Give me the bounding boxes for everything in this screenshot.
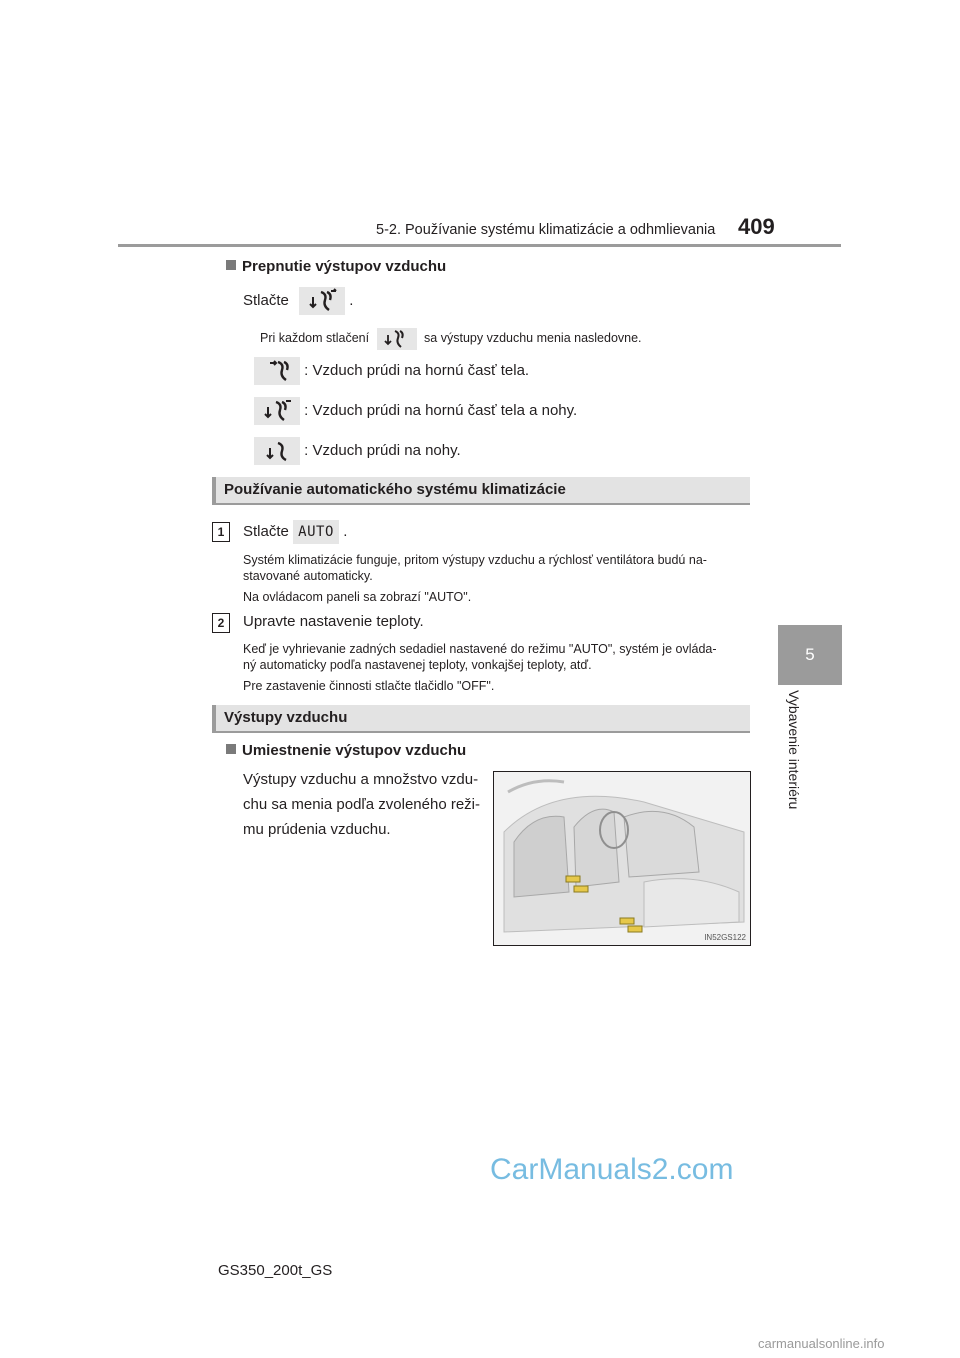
footer-model: GS350_200t_GS — [218, 1262, 333, 1279]
step1-note-line2: stavované automaticky. — [243, 569, 373, 583]
auto-button-label: AUTO — [293, 520, 339, 544]
mode-upper-body — [254, 356, 529, 386]
feet-airflow-icon — [254, 437, 300, 465]
car-interior-illustration — [493, 771, 751, 946]
section-title: 5-2. Používanie systému klimatizácie a odhmlievania — [376, 222, 716, 238]
outlets-text-line2: chu sa menia podľa zvoleného reži- — [243, 796, 481, 813]
press-prefix: Stlačte — [243, 292, 289, 309]
chapter-number: 5 — [805, 645, 815, 664]
outlets-text-line3: mu prúdenia vzduchu. — [243, 821, 391, 838]
figure-code: IN52GS122 — [704, 933, 746, 942]
mode-feet — [254, 436, 461, 466]
step1-instruction — [243, 519, 347, 545]
outlets-text-line1: Výstupy vzduchu a množstvo vzdu- — [243, 771, 479, 788]
step-number-1: 1 — [212, 522, 230, 542]
airflow-mode-button-icon — [299, 287, 345, 315]
press-suffix: . — [349, 292, 354, 309]
header-divider — [118, 244, 841, 247]
step2-note-line1: Keď je vyhrievanie zadných sedadiel nastavené do režimu "AUTO", systém je ovláda- — [243, 642, 717, 656]
heading-text: Umiestnenie výstupov vzduchu — [242, 742, 467, 759]
square-bullet-icon — [226, 744, 236, 754]
mode-text: : Vzduch prúdi na hornú časť tela. — [304, 362, 530, 379]
section-bar-text: Výstupy vzduchu — [224, 709, 348, 726]
note-prefix: Pri každom stlačení — [260, 331, 370, 345]
outlet-location-heading — [226, 742, 466, 759]
watermark-bottom: carmanualsonline.info — [758, 1336, 885, 1351]
step1-suffix: . — [343, 523, 348, 540]
watermark-top: CarManuals2.com — [490, 1153, 734, 1186]
step1-note-line1: Systém klimatizácie funguje, pritom výstupy vzduchu a rýchlosť ventilátora budú na- — [243, 553, 707, 567]
square-bullet-icon — [226, 260, 236, 270]
press-outlet-instruction — [243, 286, 353, 316]
mode-upper-body-and-feet — [254, 396, 577, 426]
section-bar-text: Používanie automatického systému klimatizácie — [224, 481, 566, 498]
step-number-2: 2 — [212, 613, 230, 633]
note-suffix: sa výstupy vzduchu menia nasledovne. — [424, 331, 642, 345]
upper-body-airflow-icon — [254, 357, 300, 385]
upper-body-and-feet-airflow-icon — [254, 397, 300, 425]
chapter-title-text: Vybavenie interiéru — [786, 690, 802, 810]
chapter-tab — [778, 625, 842, 685]
outlet-switch-note — [260, 326, 642, 350]
heading-text: Prepnutie výstupov vzduchu — [242, 258, 447, 275]
page-number: 409 — [738, 214, 775, 239]
mode-text: : Vzduch prúdi na hornú časť tela a nohy. — [304, 402, 578, 419]
step2-note-line2: ný automaticky podľa nastavenej teploty, vonkajšej teploty, atď. — [243, 658, 592, 672]
mode-text: : Vzduch prúdi na nohy. — [304, 442, 461, 459]
car-interior-drawing — [494, 772, 750, 945]
step1-note-line3: Na ovládacom paneli sa zobrazí "AUTO". — [243, 590, 472, 604]
auto-section-title — [212, 477, 750, 505]
airflow-mode-button-icon — [377, 328, 417, 350]
chapter-title — [784, 690, 804, 820]
step2-note-line3: Pre zastavenie činnosti stlačte tlačidlo "OFF". — [243, 679, 495, 693]
step2-instruction: Upravte nastavenie teploty. — [243, 613, 424, 630]
step1-prefix: Stlačte — [243, 523, 289, 540]
outlet-switch-heading — [226, 258, 446, 275]
outlets-section-title — [212, 705, 750, 733]
